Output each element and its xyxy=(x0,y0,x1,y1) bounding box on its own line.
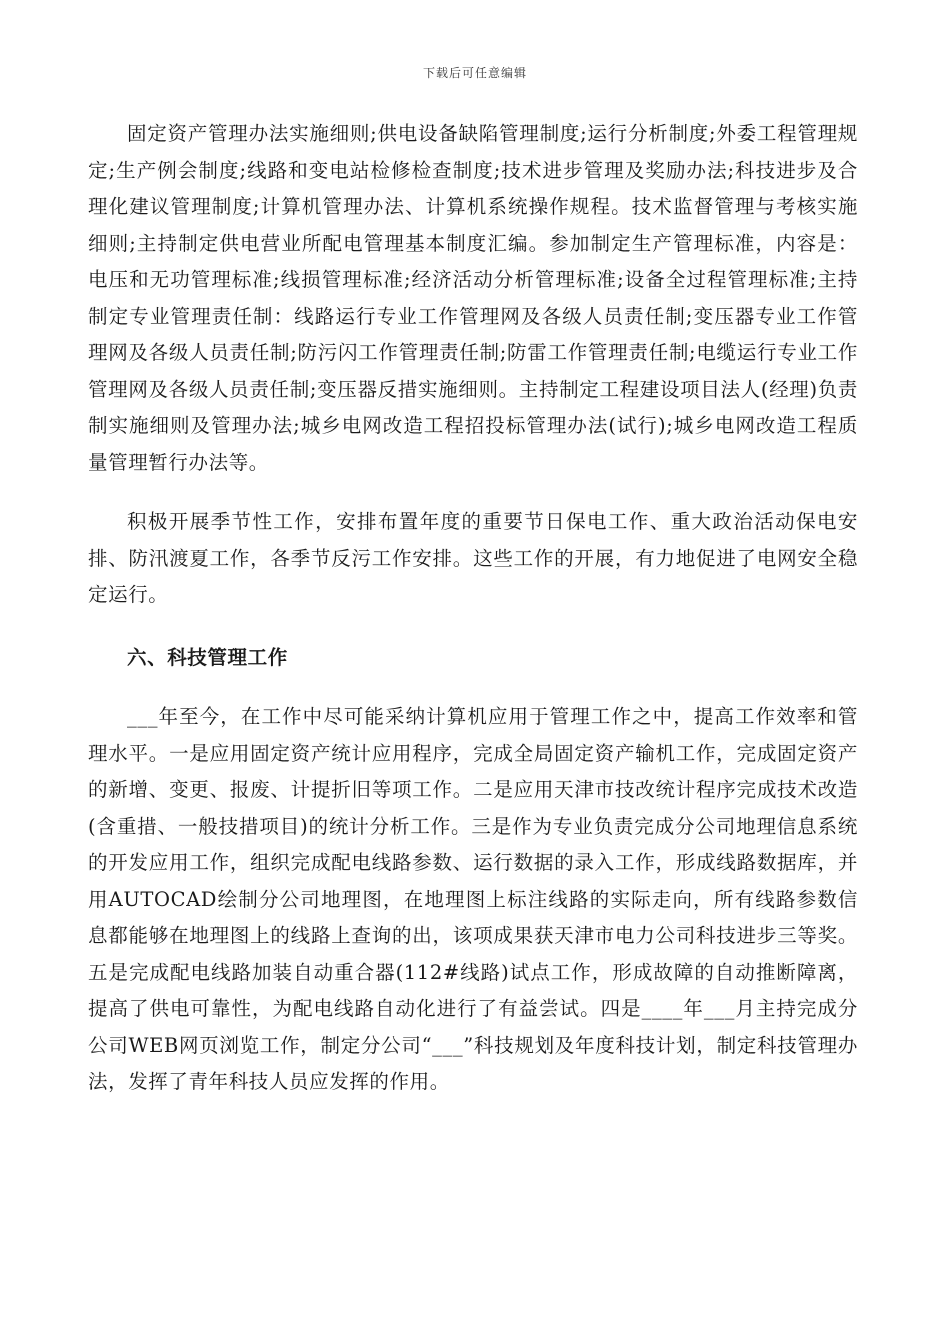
paragraph-spacer xyxy=(88,676,858,699)
paragraph-regulations: 固定资产管理办法实施细则;供电设备缺陷管理制度;运行分析制度;外委工程管理规定;生产例会制度;线路和变电站检修检查制度;技术进步管理及奖励办法;科技进步及合理化建议管理制度;计算机管理办法、计算机系统操作规程。技术监督管理与考核实施细则;主持制定供电营业所配电管理基本制度汇编。参加制定生产管理标准，内容是：电压和无功管理标准;线损管理标准;经济活动分析管理标准;设备全过程管理标准;主持制定专业管理责任制：线路运行专业工作管理网及各级人员责任制;变压器专业工作管理网及各级人员责任制;防污闪工作管理责任制;防雷工作管理责任制;电缆运行专业工作管理网及各级人员责任制;变压器反措实施细则。主持制定工程建设项目法人(经理)负责制实施细则及管理办法;城乡电网改造工程招投标管理办法(试行);城乡电网改造工程质量管理暂行办法等。 xyxy=(88,122,858,474)
section-heading: 六、科技管理工作 xyxy=(127,645,288,669)
page-header: 下载后可任意编辑 xyxy=(422,66,527,80)
paragraph-spacer xyxy=(88,614,858,640)
paragraph-spacer xyxy=(88,481,858,504)
document-body xyxy=(88,116,858,1101)
paragraph-tech-management: ___年至今，在工作中尽可能采纳计算机应用于管理工作之中，提高工作效率和管理水平。一是应用固定资产统计应用程序，完成全局固定资产输机工作，完成固定资产的新增、变更、报废、计提折旧等项工作。二是应用天津市技改统计程序完成技术改造(含重措、一般技措项目)的统计分析工作。三是作为专业负责完成分公司地理信息系统的开发应用工作，组织完成配电线路参数、运行数据的录入工作，形成线路数据库，并用AUTOCAD绘制分公司地理图，在地理图上标注线路的实际走向，所有线路参数信息都能够在地理图上的线路上查询的出，该项成果获天津市电力公司科技进步三等奖。五是完成配电线路加装自动重合器(112#线路)试点工作，形成故障的自动推断障离，提高了供电可靠性，为配电线路自动化进行了有益尝试。四是____年___月主持完成分公司WEB网页浏览工作，制定分公司“___”科技规划及年度科技计划，制定科技管理办法，发挥了青年科技人员应发挥的作用。 xyxy=(88,705,858,1093)
paragraph-seasonal-work: 积极开展季节性工作，安排布置年度的重要节日保电工作、重大政治活动保电安排、防汛渡夏工作，各季节反污工作安排。这些工作的开展，有力地促进了电网安全稳定运行。 xyxy=(88,510,858,606)
